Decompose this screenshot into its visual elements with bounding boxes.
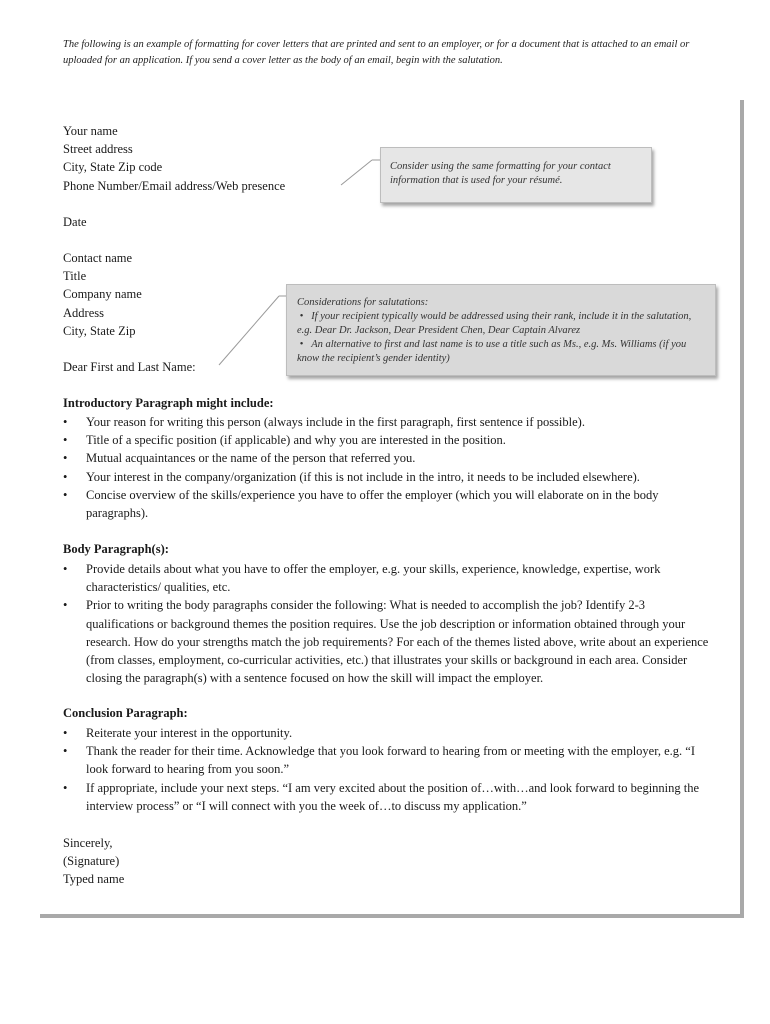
section-heading-conclusion: Conclusion Paragraph: (63, 706, 188, 720)
recipient-block (63, 249, 142, 340)
intro-bullet-list (63, 413, 713, 522)
closing-typed-name: Typed name (63, 872, 125, 887)
recipient-address: Address (63, 305, 104, 320)
salutation-text: Dear First and Last Name: (63, 360, 196, 374)
sender-street: Street address (63, 142, 133, 157)
callout-salutations (286, 284, 716, 376)
list-item: • Title of a specific position (if applicable) and why you are interested in the position. (63, 433, 506, 448)
recipient-company: Company name (63, 287, 142, 302)
closing-sincerely: Sincerely, (63, 836, 113, 850)
salutation-line (63, 358, 196, 376)
list-item: • Your interest in the company/organization (if this is not include in the intro, it needs to be included elsewhere). (63, 469, 640, 484)
callout-contact-connector (341, 160, 372, 185)
sender-contact: Phone Number/Email address/Web presence (63, 178, 286, 193)
list-item: • Reiterate your interest in the opportunity. (63, 726, 293, 740)
sender-block (63, 122, 285, 195)
recipient-contact: Contact name (63, 251, 133, 265)
callout-salutation-title: Considerations for salutations: (297, 297, 429, 308)
list-item: • Prior to writing the body paragraphs consider the following: What is needed to accomplish the job? Identify 2-3 qualifications or background themes the position requires. Use the job description or information obtained through your research. How do your strengths match the job requirements? For each of the themes listed above, write about an experience (from classes, employment, co-curricular activities, etc.) that illustrates your skills or background in each area. Consider closing the paragraph(s) with a sentence focused on how the skill will impact the employer. (63, 598, 709, 686)
callout-salutation-connector (219, 296, 279, 365)
sender-city: City, State Zip code (63, 160, 163, 175)
sender-name: Your name (63, 124, 118, 138)
callout-contact-info (380, 147, 652, 203)
body-bullet-list (63, 560, 713, 687)
list-item: • Concise overview of the skills/experience you have to offer the employer (which you will elaborate on in the body paragraphs). (63, 487, 659, 521)
callout-salutation-bullet: • An alternative to first and last name is to use a title such as Ms., e.g. Ms. Williams (if you know the recipient’s gender identity) (297, 339, 687, 364)
callout-contact-text: Consider using the same formatting for your contact information that is used for your résumé. (390, 161, 611, 186)
closing-block (63, 834, 124, 889)
section-heading-intro: Introductory Paragraph might include: (63, 396, 274, 410)
callout-salutation-bullet: • If your recipient typically would be addressed using their rank, include it in the salutation, e.g. Dear Dr. Jackson, Dear President Chen, Dear Captain Alvarez (297, 311, 692, 336)
recipient-city: City, State Zip (63, 323, 136, 338)
date-line (63, 213, 87, 231)
recipient-title: Title (63, 269, 87, 284)
closing-signature: (Signature) (63, 854, 120, 869)
list-item: • Your reason for writing this person (always include in the first paragraph, first sentence if possible). (63, 415, 585, 429)
list-item: • If appropriate, include your next steps. “I am very excited about the position of…with…and look forward to beginning the interview process” or “I will connect with you the week of…to discuss my application.” (63, 780, 700, 813)
list-item: • Mutual acquaintances or the name of the person that referred you. (63, 451, 416, 466)
section-heading-body: Body Paragraph(s): (63, 542, 169, 556)
list-item: • Provide details about what you have to offer the employer, e.g. your skills, experience, knowledge, expertise, work characteristics/ qualities, etc. (63, 562, 661, 595)
date-text: Date (63, 215, 87, 229)
intro-note: The following is an example of formatting for cover letters that are printed and sent to an employer, or for a document that is attached to an email or uploaded for an application. If you send a cover letter as the body of an email, begin with the salutation. (63, 39, 690, 66)
list-item: • Thank the reader for their time. Acknowledge that you look forward to hearing from or meeting with the employer, e.g. “I look forward to hearing from you soon.” (63, 744, 696, 777)
conclusion-bullet-list (63, 724, 713, 815)
